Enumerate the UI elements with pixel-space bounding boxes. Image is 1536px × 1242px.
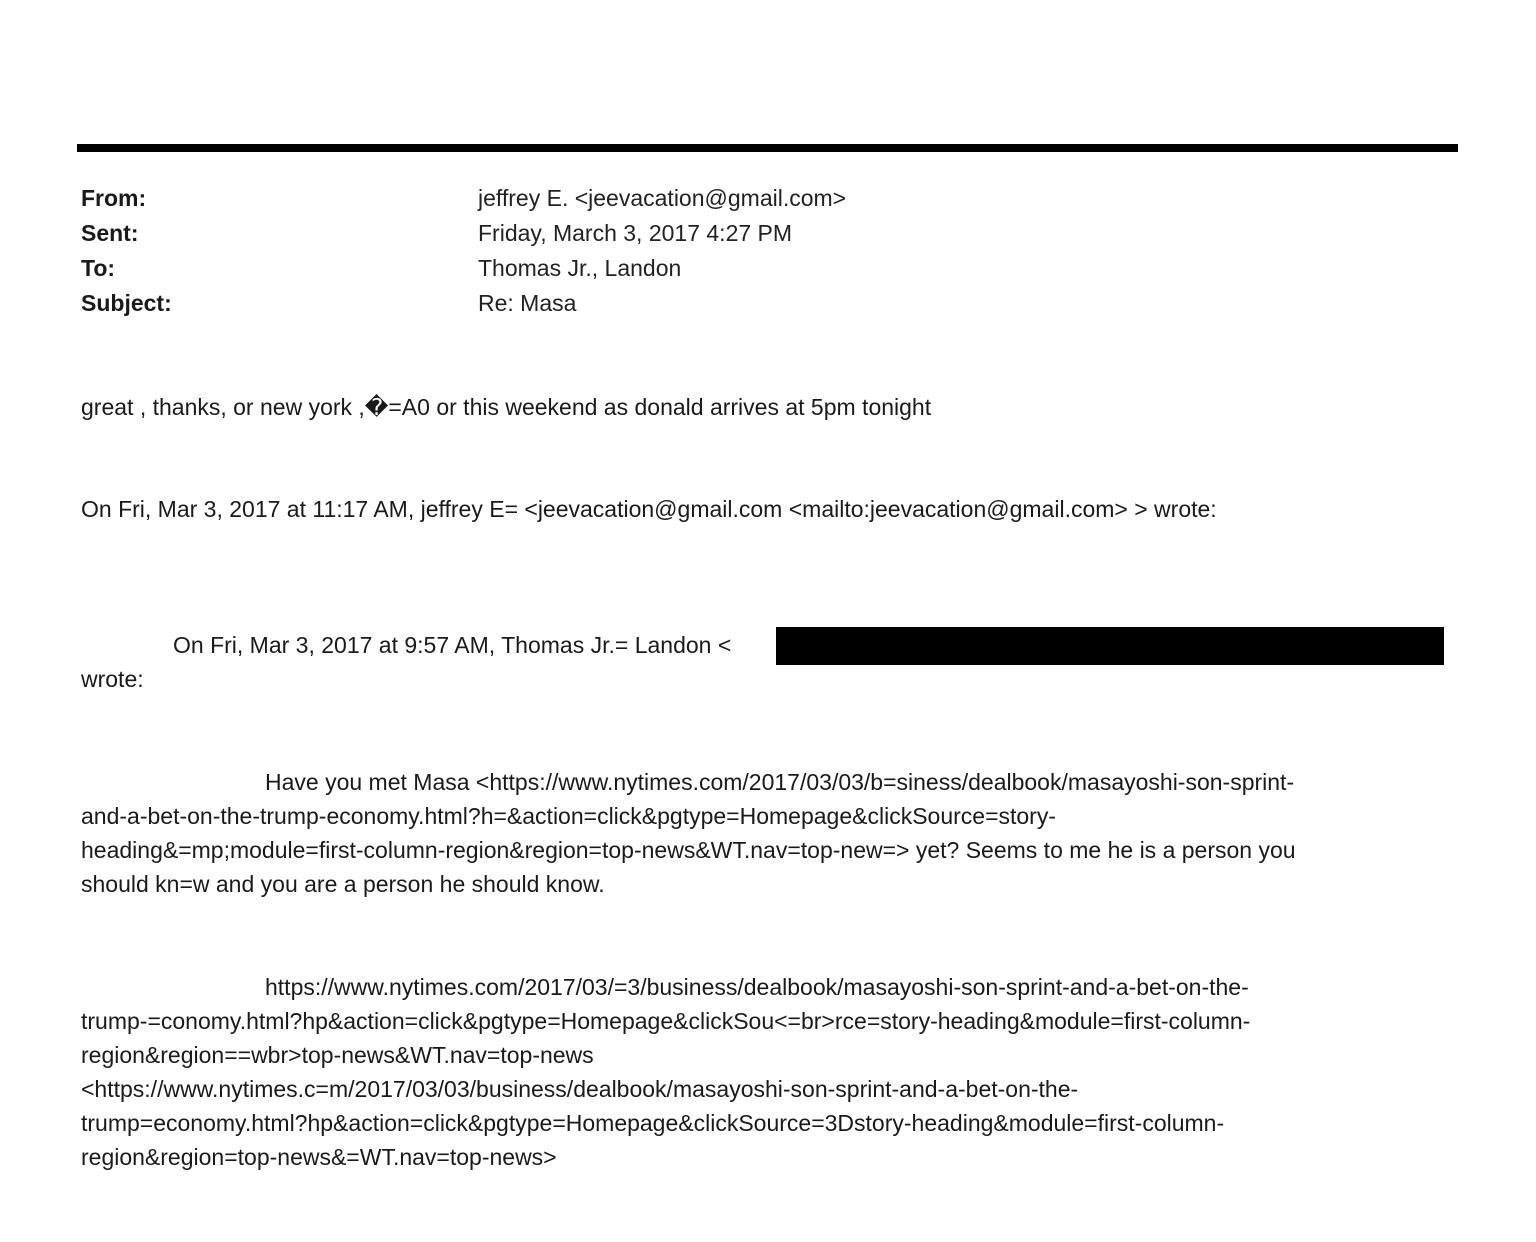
quote-header-1: [81, 492, 1456, 526]
message-line: Have you met Masa <https://www.nytimes.com/2017/03/03/b=siness/dealbook/masayoshi-son-sprint-: [265, 769, 1295, 795]
redaction-bar: [776, 627, 1444, 665]
url-line: <https://www.nytimes.c=m/2017/03/03/business/dealbook/masayoshi-son-sprint-and-a-bet-on-the-: [81, 1076, 1079, 1102]
url-line: trump-=conomy.html?hp&action=click&pgtype=Homepage&clickSou<=br>rce=story-heading&module=first-column-: [81, 1008, 1251, 1034]
sent-row: [81, 216, 1441, 251]
subject-label: Subject:: [81, 290, 172, 316]
to-value: Thomas Jr., Landon: [478, 255, 682, 281]
message-line: and-a-bet-on-the-trump-economy.html?h=&action=click&pgtype=Homepage&clickSource=story-: [81, 803, 1056, 829]
url-line: https://www.nytimes.com/2017/03/=3/business/dealbook/masayoshi-son-sprint-and-a-bet-on-the-: [265, 974, 1249, 1000]
sent-label: Sent:: [81, 220, 139, 246]
url-line: region&region=top-news&=WT.nav=top-news>: [81, 1144, 557, 1170]
from-value: jeffrey E. <jeevacation@gmail.com>: [478, 185, 847, 211]
from-label: From:: [81, 185, 147, 211]
subject-row: [81, 286, 1441, 321]
header-divider: [77, 144, 1458, 152]
url-line: trump=economy.html?hp&action=click&pgtype=Homepage&clickSource=3Dstory-heading&module=first-column-: [81, 1110, 1225, 1136]
url-paragraph: [81, 970, 1456, 1174]
quote-header-1-line: On Fri, Mar 3, 2017 at 11:17 AM, jeffrey E= <jeevacation@gmail.com <mailto:jeevacation@gmail.com> > wrote:: [81, 496, 1217, 522]
reply-line: great , thanks, or new york ,�=A0 or this weekend as donald arrives at 5pm tonight: [81, 394, 932, 420]
sent-value: Friday, March 3, 2017 4:27 PM: [478, 220, 793, 246]
url-line: region&region==wbr>top-news&WT.nav=top-news: [81, 1042, 594, 1068]
from-row: [81, 181, 1441, 216]
reply-text: [81, 390, 1456, 424]
quote-header-2-line1: On Fri, Mar 3, 2017 at 9:57 AM, Thomas Jr.= Landon <: [173, 632, 732, 658]
quote-header-2-line2: wrote:: [81, 666, 144, 692]
to-row: [81, 251, 1441, 286]
message-line: heading&=mp;module=first-column-region&region=top-news&WT.nav=top-new=> yet? Seems to me he is a person you: [81, 837, 1296, 863]
to-label: To:: [81, 255, 116, 281]
email-header: [81, 181, 1441, 321]
message-line: should kn=w and you are a person he should know.: [81, 871, 605, 897]
subject-value: Re: Masa: [478, 290, 577, 316]
message-paragraph: [81, 765, 1456, 901]
